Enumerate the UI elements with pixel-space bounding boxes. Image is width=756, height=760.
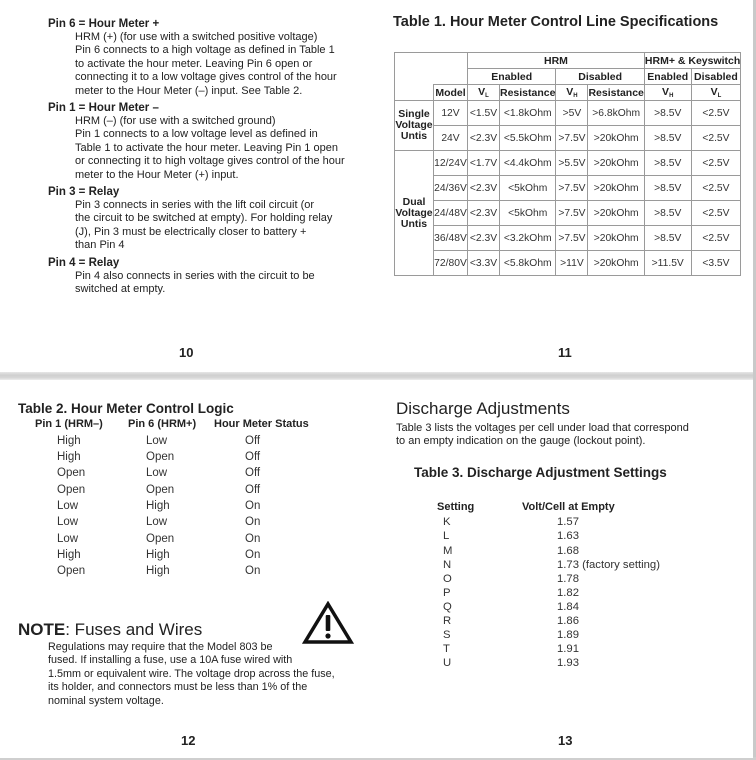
cell: <2.3V <box>468 126 500 151</box>
header-text: V <box>710 86 718 98</box>
spread-pages-12-13 <box>0 380 753 758</box>
table-row <box>395 201 741 226</box>
cell: <3.3V <box>468 251 500 276</box>
header-model: Model <box>435 86 466 99</box>
cell: <2.5V <box>691 126 741 151</box>
cell: >8.5V <box>644 151 691 176</box>
header-resistance: Resistance <box>500 86 556 99</box>
text-line: Table 1 to activate the hour meter. Leaving Pin 1 open <box>75 141 338 154</box>
cell: >7.5V <box>556 226 588 251</box>
cell: <5.5kOhm <box>500 126 556 151</box>
cell: >7.5V <box>556 176 588 201</box>
t3-header-setting: Setting <box>437 501 475 513</box>
text-line: Pin 1 connects to a low voltage level as defined in <box>75 128 318 141</box>
group-label-line: Untis <box>400 217 428 230</box>
table-3-title: Table 3. Discharge Adjustment Settings <box>414 465 667 480</box>
cell: High <box>57 451 81 463</box>
page-number: 11 <box>558 345 572 360</box>
cell-volt: 1.78 <box>557 573 579 585</box>
cell-setting: M <box>443 545 453 557</box>
discharge-intro <box>396 422 689 449</box>
blank-header <box>395 53 468 85</box>
cell-setting: N <box>443 559 452 571</box>
warning-triangle-icon <box>302 601 354 650</box>
cell: >7.5V <box>556 201 588 226</box>
cell: <1.7V <box>468 151 500 176</box>
cell: >11.5V <box>644 251 691 276</box>
pin-title: Pin 3 = Relay <box>48 186 120 199</box>
header-ks-vh <box>644 85 691 101</box>
text-line: than Pin 4 <box>75 239 125 252</box>
text-line: connecting it to a low voltage gives control of the hour <box>75 71 337 84</box>
group-label-single <box>395 101 434 151</box>
text-line: Pin 4 also connects in series with the circuit to be <box>75 269 315 282</box>
cell-setting: O <box>443 573 452 585</box>
group-label-line: Dual <box>402 195 426 208</box>
cell-volt: 1.68 <box>557 545 579 557</box>
note-title: : Fuses and Wires <box>65 620 203 639</box>
cell: <2.3V <box>468 201 500 226</box>
table-row <box>395 176 741 201</box>
cell: >20kOhm <box>588 176 644 201</box>
cell: Low <box>57 533 79 545</box>
cell: <3.5V <box>691 251 741 276</box>
cell: >5V <box>556 101 588 126</box>
table-2-title: Table 2. Hour Meter Control Logic <box>18 401 234 416</box>
spread-separator <box>0 372 756 380</box>
header-text: V <box>566 86 574 98</box>
cell: High <box>146 549 170 561</box>
header-text: V <box>478 86 486 98</box>
cell: >8.5V <box>644 101 691 126</box>
cell-volt: 1.89 <box>557 629 579 641</box>
pin-title: Pin 6 = Hour Meter + <box>48 18 160 30</box>
pin-descriptions <box>48 18 368 301</box>
cell: On <box>245 500 261 512</box>
cell: <3.2kOhm <box>500 226 556 251</box>
text-line: HRM (+) (for use with a switched positive voltage) <box>75 31 318 43</box>
cell-model: 72/80V <box>434 251 468 276</box>
subscript: L <box>485 93 489 99</box>
cell: Off <box>245 451 261 463</box>
spread-pages-10-11 <box>0 0 753 372</box>
cell-setting: K <box>443 516 451 528</box>
header-ks-disabled: Disabled <box>691 69 741 85</box>
group-label-line: Single <box>398 108 430 120</box>
text-line: or connecting it to high voltage gives control of the hour <box>75 155 345 168</box>
pin-4-section <box>48 257 368 297</box>
table-row <box>395 251 741 276</box>
header-hrm: HRM <box>468 53 645 69</box>
page-12 <box>0 380 378 758</box>
table-row <box>395 151 741 176</box>
group-label-line: Voltage <box>395 119 433 131</box>
cell-volt: 1.63 <box>557 530 579 542</box>
cell: >20kOhm <box>588 251 644 276</box>
cell: >8.5V <box>644 201 691 226</box>
cell-setting: S <box>443 629 451 641</box>
text-line: to activate the hour meter. Leaving Pin 6 open or <box>75 57 313 70</box>
cell: >20kOhm <box>588 201 644 226</box>
cell: >5.5V <box>556 151 588 176</box>
cell: High <box>146 500 170 512</box>
cell: >8.5V <box>644 176 691 201</box>
header-hrm-keyswitch: HRM+ & Keyswitch <box>644 54 741 67</box>
cell: On <box>245 565 261 577</box>
cell: >8.5V <box>644 126 691 151</box>
page-number: 12 <box>181 733 196 748</box>
cell-volt: 1.84 <box>557 601 579 613</box>
text-line: switched at empty. <box>75 283 166 296</box>
cell: <1.5V <box>468 101 500 126</box>
cell-setting: U <box>443 657 452 669</box>
cell-setting: T <box>443 643 450 655</box>
cell-volt: 1.91 <box>557 643 579 655</box>
cell-setting: P <box>443 587 451 599</box>
table-row <box>395 126 741 151</box>
text-line: Pin 3 connects in series with the lift coil circuit (or <box>75 199 315 212</box>
cell: >20kOhm <box>588 126 644 151</box>
cell: >20kOhm <box>588 151 644 176</box>
pin-body <box>75 199 368 253</box>
cell: Low <box>146 435 168 447</box>
cell: Off <box>245 435 261 447</box>
text-line: fused. If installing a fuse, use a 10A fuse wired with <box>48 654 293 667</box>
cell: On <box>245 549 261 561</box>
cell: On <box>245 516 261 528</box>
cell: Open <box>57 484 86 496</box>
cell: Low <box>57 516 79 528</box>
pin-title: Pin 1 = Hour Meter – <box>48 102 159 115</box>
cell: >8.5V <box>644 226 691 251</box>
cell-setting: L <box>443 530 450 542</box>
text-line: (J), Pin 3 must be electrically closer to battery + <box>75 225 307 238</box>
cell: <2.5V <box>691 101 741 126</box>
cell-model: 36/48V <box>434 226 468 251</box>
header-text: V <box>662 86 670 98</box>
table-row <box>395 226 741 251</box>
cell: Low <box>146 516 168 528</box>
pin-body <box>75 115 368 182</box>
cell-volt: 1.93 <box>557 657 579 669</box>
cell: Open <box>57 565 86 577</box>
pin-6-section <box>48 18 368 98</box>
cell: High <box>57 435 81 447</box>
cell-model: 24V <box>434 126 468 151</box>
cell-model: 24/36V <box>434 176 468 201</box>
cell: Off <box>245 484 261 496</box>
text-line: Pin 6 connects to a high voltage as defined in Table 1 <box>75 44 335 57</box>
text-line: its holder, and connectors must be less than 1% of the <box>48 681 308 694</box>
subscript: L <box>717 93 722 99</box>
table-1-title: Table 1. Hour Meter Control Line Specifications <box>393 14 719 30</box>
cell-model: 12V <box>434 101 468 126</box>
cell: High <box>57 549 81 561</box>
pin-body <box>75 270 368 297</box>
text-line: the circuit to be switched at empty). For holding relay <box>75 212 333 225</box>
cell-volt: 1.73 (factory setting) <box>557 559 660 571</box>
note-heading <box>18 620 202 640</box>
subscript: H <box>669 93 674 99</box>
text-line: meter to the Hour Meter (–) input. See Table 2. <box>75 84 303 97</box>
header-ks-enabled: Enabled <box>644 69 691 85</box>
text-line: nominal system voltage. <box>48 694 164 707</box>
cell: <2.3V <box>468 176 500 201</box>
page-10 <box>0 0 378 372</box>
cell: <5kOhm <box>500 201 556 226</box>
group-label-line: Untis <box>400 130 428 142</box>
discharge-adjustments-title: Discharge Adjustments <box>396 399 570 418</box>
cell: High <box>146 565 170 577</box>
cell-model: 12/24V <box>434 151 468 176</box>
header-enabled: Enabled <box>468 69 556 85</box>
pin-body <box>75 31 368 98</box>
cell: Open <box>146 484 175 496</box>
cell: >6.8kOhm <box>588 101 644 126</box>
group-label-dual <box>395 151 434 276</box>
header-resistance: Resistance <box>588 86 644 99</box>
header-ks-vl <box>691 85 741 101</box>
text-line: Regulations may require that the Model 803 be <box>48 641 273 653</box>
cell: >7.5V <box>556 126 588 151</box>
pin-3-section <box>48 186 368 253</box>
pin-title: Pin 4 = Relay <box>48 256 120 269</box>
cell: Open <box>146 451 175 463</box>
note-body <box>48 641 335 708</box>
table-1-hour-meter-specs <box>394 52 741 276</box>
cell: Open <box>146 533 175 545</box>
text-line: Table 3 lists the voltages per cell under load that correspond <box>396 422 689 434</box>
cell-model: 24/48V <box>434 201 468 226</box>
text-line: 1.5mm or equivalent wire. The voltage drop across the fuse, <box>48 667 335 680</box>
cell: <4.4kOhm <box>500 151 556 176</box>
cell-volt: 1.86 <box>557 615 579 627</box>
page-number: 13 <box>558 733 573 748</box>
t2-header-status: Hour Meter Status <box>214 418 309 430</box>
subscript: H <box>573 93 578 99</box>
cell: >11V <box>556 251 588 276</box>
cell: Off <box>245 467 261 479</box>
cell: <5.8kOhm <box>500 251 556 276</box>
cell: On <box>245 533 261 545</box>
cell-setting: R <box>443 615 452 627</box>
table-row <box>395 101 741 126</box>
cell: <2.5V <box>691 176 741 201</box>
text-line: HRM (–) (for use with a switched ground) <box>75 115 276 128</box>
header-disabled: Disabled <box>556 69 644 85</box>
cell: Low <box>57 500 79 512</box>
t2-header-pin6: Pin 6 (HRM+) <box>128 418 197 430</box>
note-label: NOTE <box>18 620 66 639</box>
cell: Low <box>146 467 168 479</box>
cell-volt: 1.57 <box>557 516 579 528</box>
cell: <2.5V <box>691 226 741 251</box>
text-line: meter to the Hour Meter (+) input. <box>75 168 239 181</box>
header-vh <box>556 85 588 101</box>
cell: <2.5V <box>691 201 741 226</box>
blank-header <box>395 85 434 101</box>
t3-header-volt: Volt/Cell at Empty <box>522 501 615 513</box>
cell-volt: 1.82 <box>557 587 579 599</box>
cell-setting: Q <box>443 601 452 613</box>
t2-header-pin1: Pin 1 (HRM–) <box>35 418 103 430</box>
cell: Open <box>57 467 86 479</box>
pin-1-section <box>48 102 368 182</box>
page-number: 10 <box>179 345 194 360</box>
cell: <1.8kOhm <box>500 101 556 126</box>
cell: <2.3V <box>468 226 500 251</box>
text-line: to an empty indication on the gauge (lockout point). <box>396 435 646 448</box>
cell: >20kOhm <box>588 226 644 251</box>
group-label-line: Voltage <box>395 206 433 219</box>
cell: <2.5V <box>691 151 741 176</box>
header-vl <box>468 85 500 101</box>
cell: <5kOhm <box>500 176 556 201</box>
